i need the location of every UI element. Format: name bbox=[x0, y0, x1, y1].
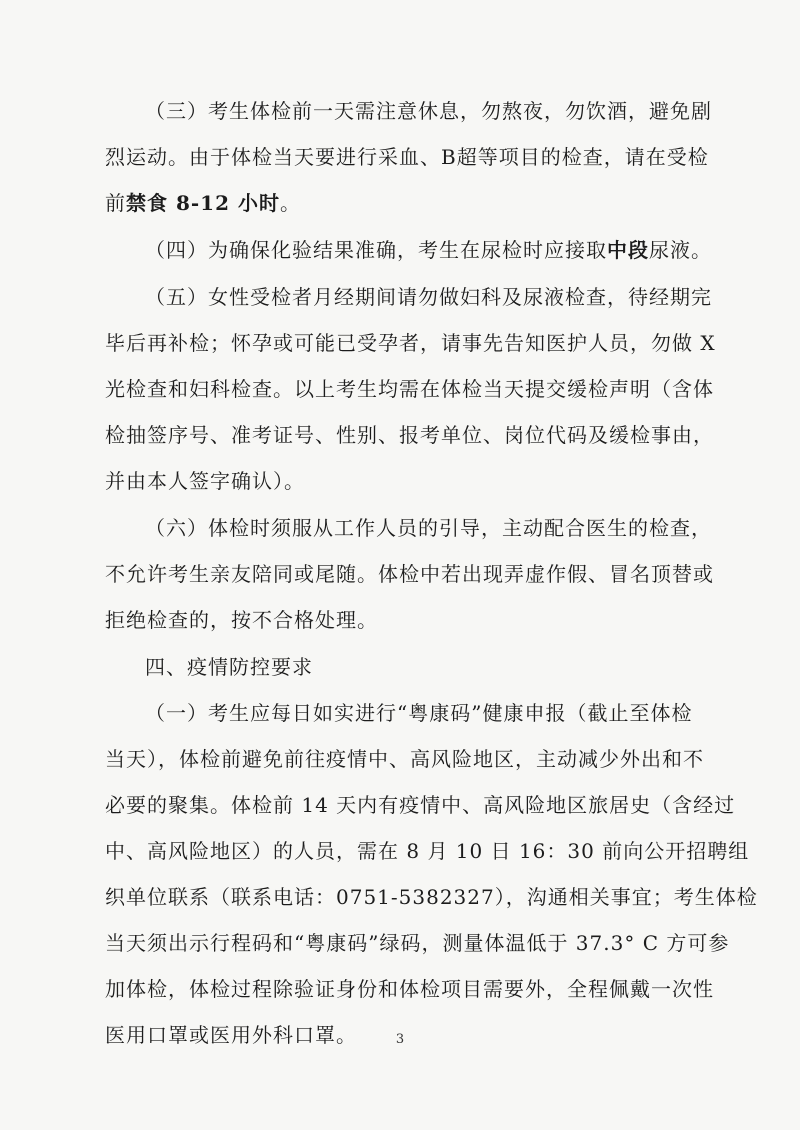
paragraph-3-line-2: 烈运动。由于体检当天要进行采血、B超等项目的检查，请在受检 bbox=[105, 145, 709, 169]
paragraph-4-1-line-2: 当天），体检前避免前往疫情中、高风险地区，主动减少外出和不 bbox=[105, 747, 704, 771]
bold-text-fasting: 禁食 8-12 小时 bbox=[126, 191, 280, 215]
paragraph-3-line-1: （三）考生体检前一天需注意休息，勿熬夜，勿饮酒，避免剧 bbox=[145, 99, 712, 123]
paragraph-4-1-line-3: 必要的聚集。体检前 14 天内有疫情中、高风险地区旅居史（含经过 bbox=[105, 793, 736, 817]
paragraph-5-line-4: 检抽签序号、准考证号、性别、报考单位、岗位代码及缓检事由， bbox=[105, 423, 714, 447]
paragraph-4-line-1 bbox=[145, 236, 715, 264]
paragraph-4-1-line-8: 医用口罩或医用外科口罩。 bbox=[105, 1023, 357, 1047]
section-heading: 四、疫情防控要求 bbox=[145, 655, 313, 679]
paragraph-5-line-3: 光检查和妇科检查。以上考生均需在体检当天提交缓检声明（含体 bbox=[105, 377, 714, 401]
bold-text-midstream: 中段 bbox=[607, 238, 649, 262]
paragraph-4-1-line-7: 加体检，体检过程除验证身份和体检项目需要外，全程佩戴一次性 bbox=[105, 977, 714, 1001]
paragraph-5-line-2: 毕后再补检；怀孕或可能已受孕者，请事先告知医护人员，勿做 X bbox=[105, 331, 716, 355]
text-run: 前 bbox=[105, 191, 126, 215]
paragraph-6-line-2: 不允许考生亲友陪同或尾随。体检中若出现弄虚作假、冒名顶替或 bbox=[105, 562, 714, 586]
paragraph-4-1-line-5: 织单位联系（联系电话：0751-5382327），沟通相关事宜；考生体检 bbox=[105, 885, 758, 909]
paragraph-3-line-3 bbox=[105, 189, 715, 217]
paragraph-5-line-5: 并由本人签字确认）。 bbox=[105, 469, 305, 493]
text-run: （四）为确保化验结果准确，考生在尿检时应接取 bbox=[145, 238, 607, 262]
paragraph-4-1-line-6: 当天须出示行程码和“粤康码”绿码，测量体温低于 37.3° C 方可参 bbox=[105, 931, 730, 955]
paragraph-6-line-3: 拒绝检查的，按不合格处理。 bbox=[105, 608, 378, 632]
paragraph-5-line-1: （五）女性受检者月经期间请勿做妇科及尿液检查，待经期完 bbox=[145, 285, 712, 309]
text-run: 尿液。 bbox=[649, 238, 712, 262]
text-run: 。 bbox=[279, 191, 301, 215]
paragraph-4-1-line-1: （一）考生应每日如实进行“粤康码”健康申报（截止至体检 bbox=[145, 701, 693, 725]
page-number: 3 bbox=[395, 1032, 405, 1047]
paragraph-6-line-1: （六）体检时须服从工作人员的引导，主动配合医生的检查， bbox=[145, 516, 712, 540]
paragraph-4-1-line-4: 中、高风险地区）的人员，需在 8 月 10 日 16：30 前向公开招聘组 bbox=[105, 839, 750, 863]
